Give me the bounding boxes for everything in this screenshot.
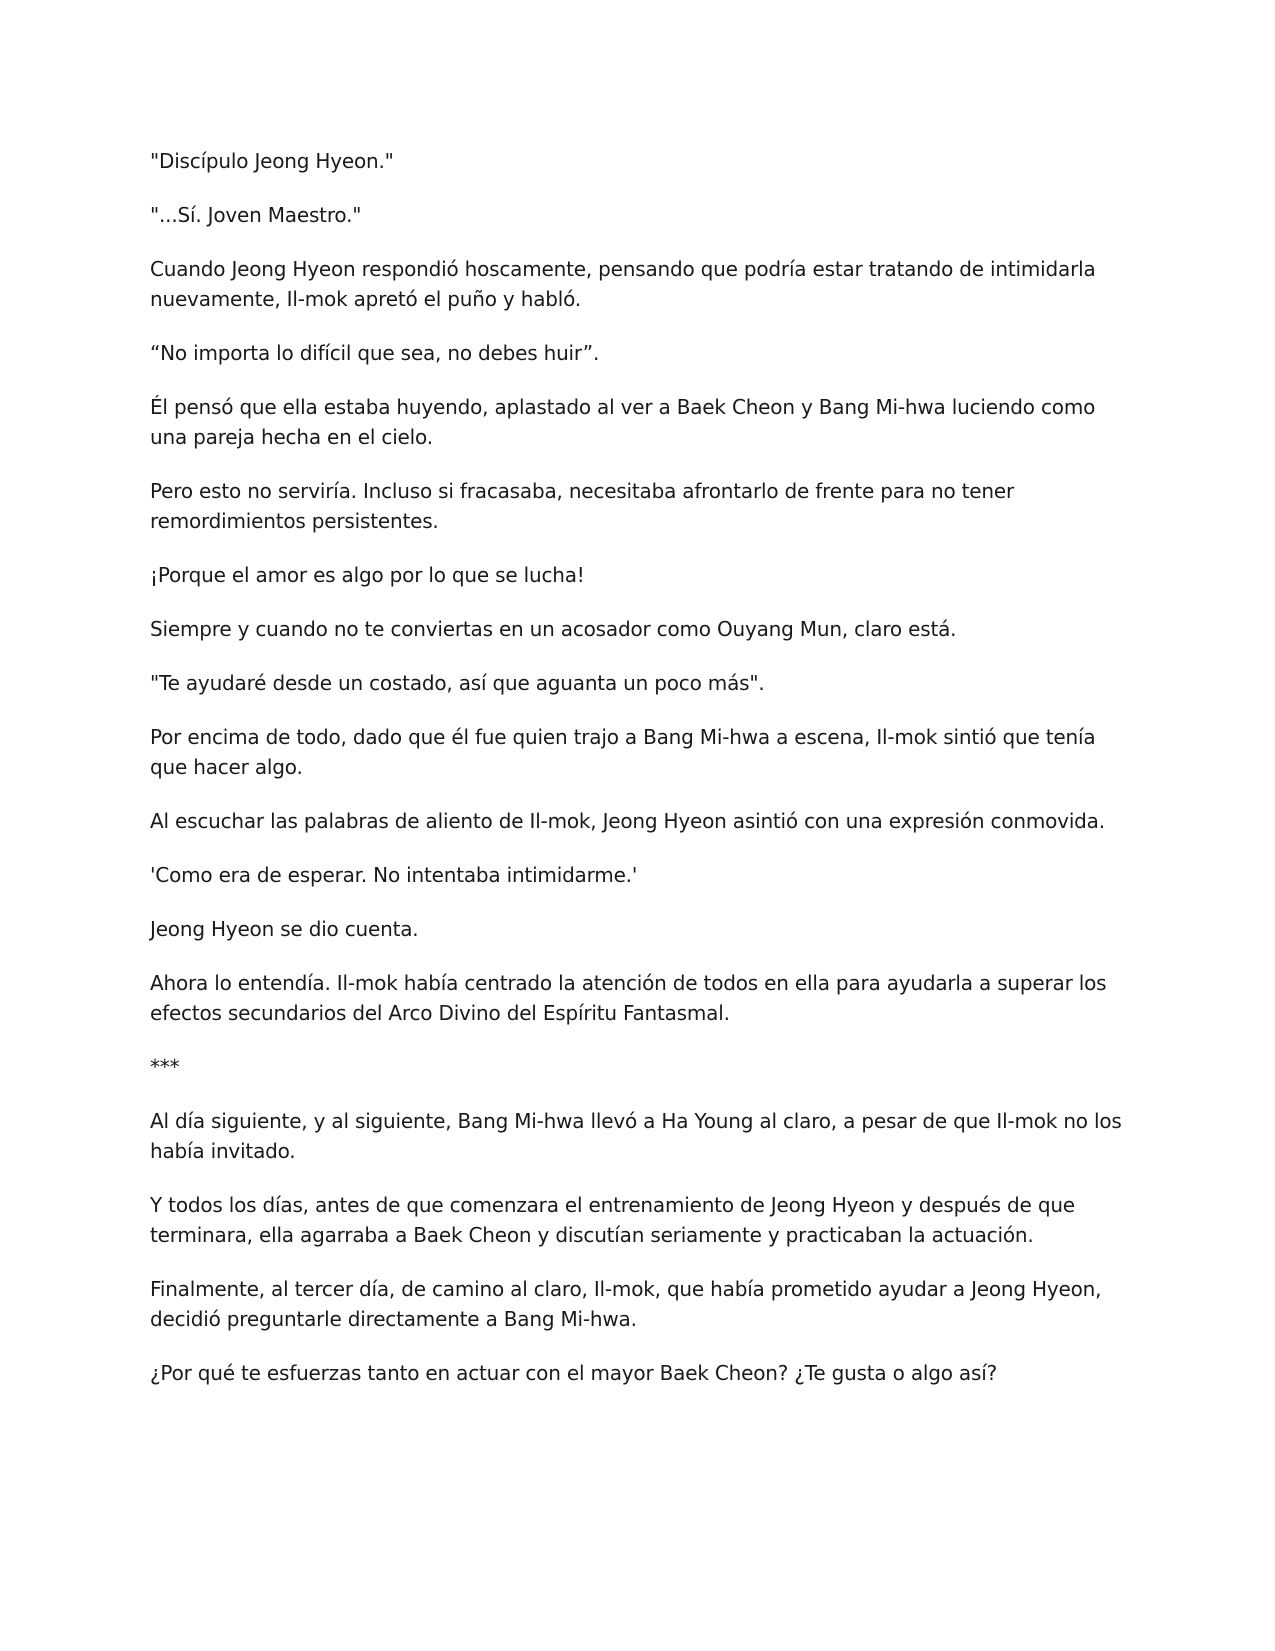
paragraph-18: Finalmente, al tercer día, de camino al claro, Il-mok, que había prometido ayudar a Jeong Hyeon, decidió preguntarle directamente a Bang Mi-hwa.: [150, 1277, 1102, 1331]
paragraph-13: Jeong Hyeon se dio cuenta.: [150, 917, 419, 941]
paragraph-6: Pero esto no serviría. Incluso si fracasaba, necesitaba afrontarlo de frente para no tener remordimientos persistentes.: [150, 479, 1015, 533]
paragraph-11: Al escuchar las palabras de aliento de Il-mok, Jeong Hyeon asintió con una expresión conmovida.: [150, 809, 1105, 833]
paragraph-1: "Discípulo Jeong Hyeon.": [150, 149, 394, 173]
paragraph-8: Siempre y cuando no te conviertas en un acosador como Ouyang Mun, claro está.: [150, 617, 957, 641]
paragraph-12: 'Como era de esperar. No intentaba intimidarme.': [150, 863, 638, 887]
paragraph-19: ¿Por qué te esfuerzas tanto en actuar con el mayor Baek Cheon? ¿Te gusta o algo así?: [150, 1361, 997, 1385]
paragraph-3: Cuando Jeong Hyeon respondió hoscamente, pensando que podría estar tratando de intimidarla nuevamente, Il-mok apretó el puño y habló.: [150, 257, 1096, 311]
paragraph-17: Y todos los días, antes de que comenzara el entrenamiento de Jeong Hyeon y después de que terminara, ella agarraba a Baek Cheon y discutían seriamente y practicaban la actuación.: [150, 1193, 1075, 1247]
paragraph-4: “No importa lo difícil que sea, no debes huir”.: [150, 341, 600, 365]
paragraph-2: "...Sí. Joven Maestro.": [150, 203, 362, 227]
paragraph-10: Por encima de todo, dado que él fue quien trajo a Bang Mi-hwa a escena, Il-mok sintió que tenía que hacer algo.: [150, 725, 1096, 779]
paragraph-14: Ahora lo entendía. Il-mok había centrado la atención de todos en ella para ayudarla a superar los efectos secundarios del Arco Divino del Espíritu Fantasmal.: [150, 971, 1107, 1025]
document-page: [150, 146, 1130, 1412]
paragraph-16: Al día siguiente, y al siguiente, Bang Mi-hwa llevó a Ha Young al claro, a pesar de que Il-mok no los había invitado.: [150, 1109, 1122, 1163]
paragraph-5: Él pensó que ella estaba huyendo, aplastado al ver a Baek Cheon y Bang Mi-hwa luciendo como una pareja hecha en el cielo.: [150, 395, 1096, 449]
scene-break: ***: [150, 1055, 180, 1079]
paragraph-9: "Te ayudaré desde un costado, así que aguanta un poco más".: [150, 671, 765, 695]
paragraph-7: ¡Porque el amor es algo por lo que se lucha!: [150, 563, 585, 587]
